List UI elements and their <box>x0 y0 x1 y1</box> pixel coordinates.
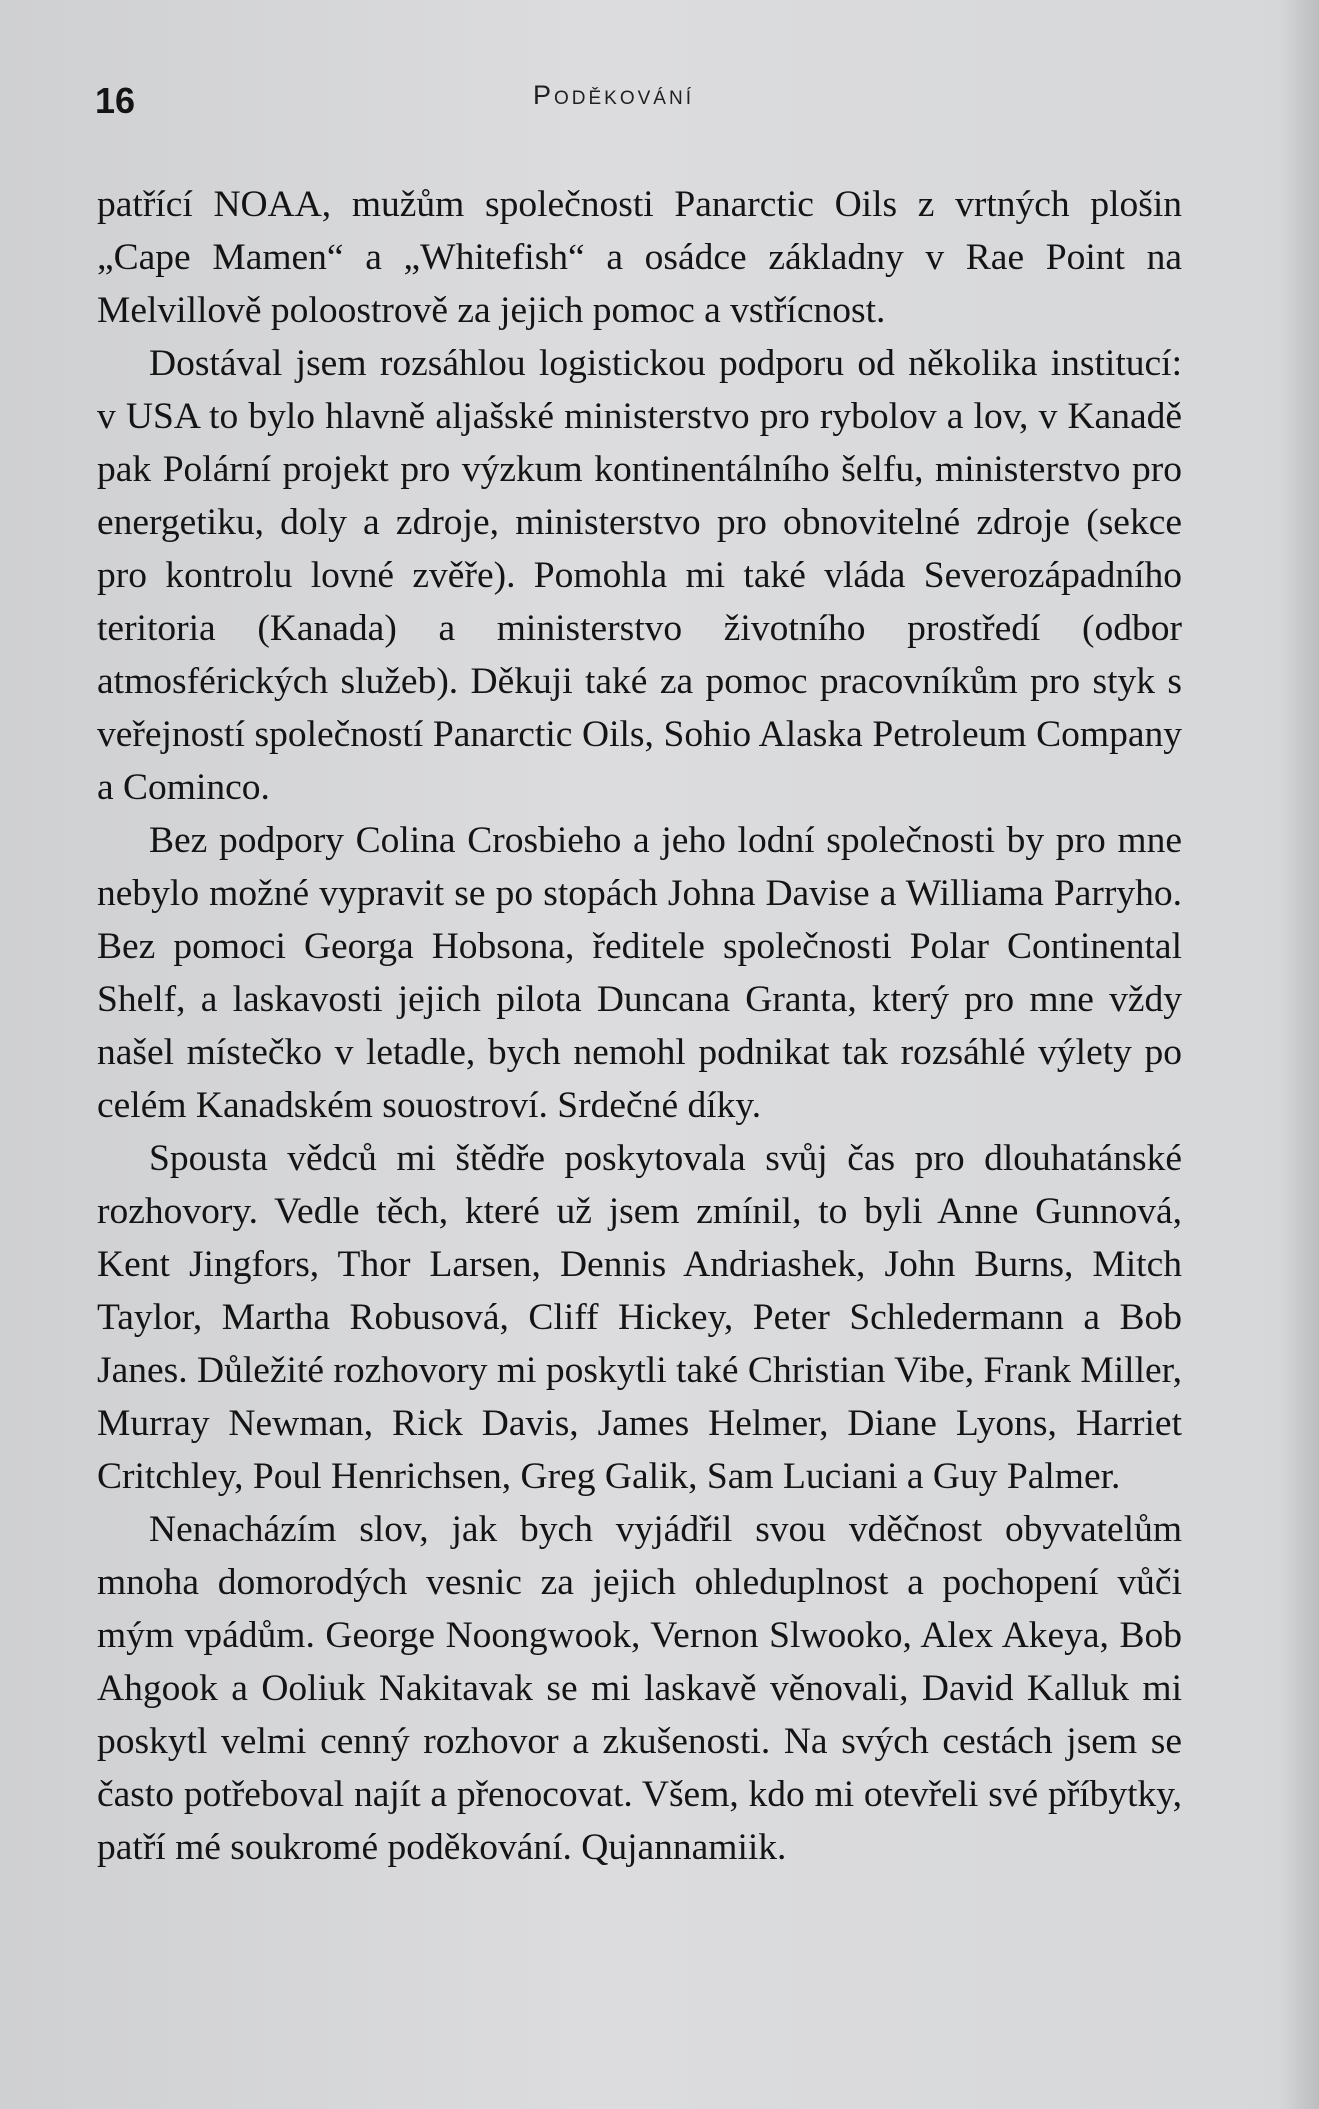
paragraph: Dostával jsem rozsáhlou logistickou podporu od několika institucí: v USA to bylo hlavně aljašské ministerstvo pro rybolov a lov, v Kanadě pak Polární projekt pro výzkum kontinentálního šelfu, ministerstvo pro energetiku, doly a zdroje, ministerstvo pro obnovitelné zdroje (sekce pro kontrolu lovné zvěře). Pomohla mi také vláda Severozápadního teritoria (Kanada) a ministerstvo životního prostředí (odbor atmosférických služeb). Děkuji také za pomoc pracovníkům pro styk s veřejností společností Panarctic Oils, Sohio Alaska Petroleum Company a Cominco. <box>97 343 1182 808</box>
page-number: 16 <box>95 80 136 121</box>
paragraph: Bez podpory Colina Crosbieho a jeho lodní společnosti by pro mne nebylo možné vypravit se po stopách Johna Davise a Williama Parryho. Bez pomoci Georga Hobsona, ředitele společnosti Polar Continental Shelf, a laskavosti jejich pilota Duncana Granta, který pro mne vždy našel místečko v letadle, bych nemohl podnikat tak rozsáhlé výlety po celém Kanadském souostroví. Srdečné díky. <box>97 820 1182 1126</box>
body-text <box>97 178 1182 1874</box>
running-head: Poděkování <box>533 80 694 110</box>
paragraph: Spousta vědců mi štědře poskytovala svůj čas pro dlouhatánské rozhovory. Vedle těch, které už jsem zmínil, to byli Anne Gunnová, Kent Jingfors, Thor Larsen, Dennis Andriashek, John Burns, Mitch Taylor, Martha Robusová, Cliff Hickey, Peter Schledermann a Bob Janes. Důležité rozhovory mi poskytli také Christian Vibe, Frank Miller, Murray Newman, Rick Davis, James Helmer, Diane Lyons, Harriet Critchley, Poul Henrichsen, Greg Galik, Sam Luciani a Guy Palmer. <box>97 1138 1182 1497</box>
paragraph: Nenacházím slov, jak bych vyjádřil svou vděčnost obyvatelům mnoha domorodých vesnic za jejich ohleduplnost a pochopení vůči mým vpádům. George Noongwook, Vernon Slwooko, Alex Akeya, Bob Ahgook a Ooliuk Nakitavak se mi laskavě věnovali, David Kalluk mi poskytl velmi cenný rozhovor a zkušenosti. Na svých cestách jsem se často potřeboval najít a přenocovat. Všem, kdo mi otevřeli své příbytky, patří mé soukromé poděkování. Qujannamiik. <box>97 1509 1182 1868</box>
page-edge-shadow <box>1279 0 1319 2109</box>
paragraph: patřící NOAA, mužům společnosti Panarctic Oils z vrtných plošin „Cape Mamen“ a „Whitefish“ a osádce základny v Rae Point na Melvillově poloostrově za jejich pomoc a vstřícnost. <box>97 184 1182 331</box>
